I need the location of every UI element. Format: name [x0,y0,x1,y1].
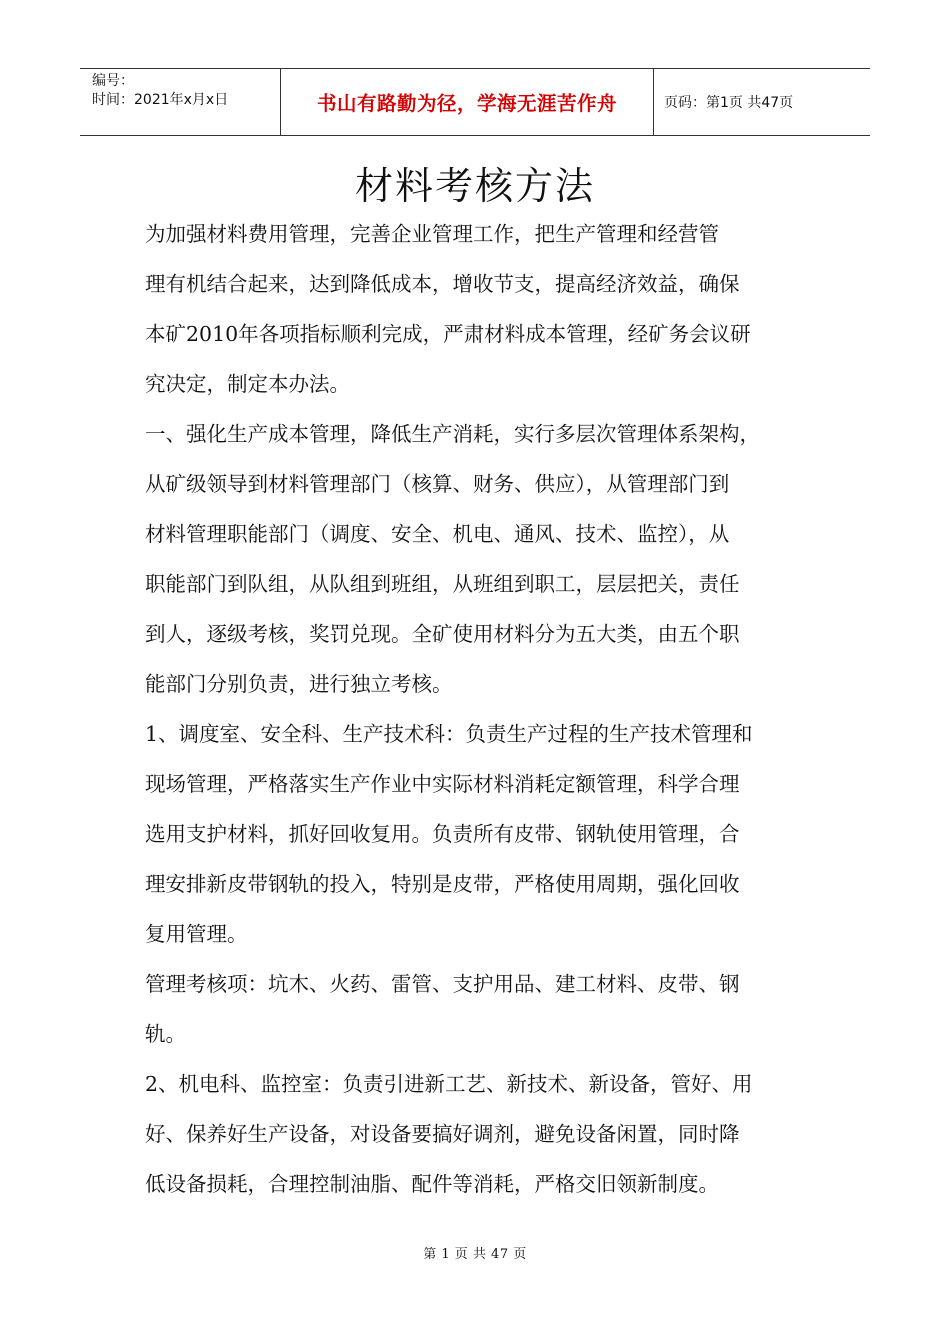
body-line: 职能部门到队组，从队组到班组，从班组到职工，层层把关，责任 [145,572,740,596]
body-line: 理有机结合起来，达到降低成本，增收节支，提高经济效益，确保 [145,272,740,296]
body-line: 为加强材料费用管理，完善企业管理工作，把生产管理和经营管 [145,222,719,246]
body-line: 从矿级领导到材料管理部门（核算、财务、供应），从管理部门到 [145,472,730,496]
page-info: 页码：第1页 共47页 [664,95,794,111]
body-line: 1、调度室、安全科、生产技术科：负责生产过程的生产技术管理和 [145,722,753,746]
header-page-cell [654,69,870,135]
body-line: 理安排新皮带钢轨的投入，特别是皮带，严格使用周期，强化回收 [145,872,740,896]
body-line: 管理考核项：坑木、火药、雷管、支护用品、建工材料、皮带、钢 [145,972,740,996]
page-footer: 第 1 页 共 47 页 [423,1247,527,1262]
body-line: 轨。 [145,1022,186,1046]
body-line: 复用管理。 [145,922,248,946]
body-line: 2、机电科、监控室：负责引进新工艺、新技术、新设备，管好、用 [145,1072,753,1096]
body-line: 究决定，制定本办法。 [145,372,350,396]
body-line: 到人，逐级考核，奖罚兑现。全矿使用材料分为五大类，由五个职 [145,622,740,646]
body-line: 材料管理职能部门（调度、安全、机电、通风、技术、监控），从 [145,522,730,546]
body-line: 选用支护材料，抓好回收复用。负责所有皮带、钢轨使用管理，合 [145,822,740,846]
header-meta-cell [80,69,281,135]
body-line: 好、保养好生产设备，对设备要搞好调剂，避免设备闲置，同时降 [145,1122,740,1146]
body-line: 本矿2010年各项指标顺利完成，严肃材料成本管理，经矿务会议研 [145,322,751,346]
document-title: 材料考核方法 [354,164,595,208]
body-line: 一、强化生产成本管理，降低生产消耗，实行多层次管理体系架构， [145,422,760,446]
date-line: 时间：2021年x月x日 [92,92,229,108]
body-line: 现场管理，严格落实生产作业中实际材料消耗定额管理，科学合理 [145,772,740,796]
body-line: 能部门分别负责，进行独立考核。 [145,672,453,696]
document-header [80,68,870,136]
body-line: 低设备损耗，合理控制油脂、配件等消耗，严格交旧领新制度。 [145,1172,719,1196]
document-body [145,209,815,1209]
motto-text: 书山有路勤为径，学海无涯苦作舟 [316,92,617,115]
header-motto-cell [281,69,654,135]
serial-number-label: 编号： [92,73,134,89]
